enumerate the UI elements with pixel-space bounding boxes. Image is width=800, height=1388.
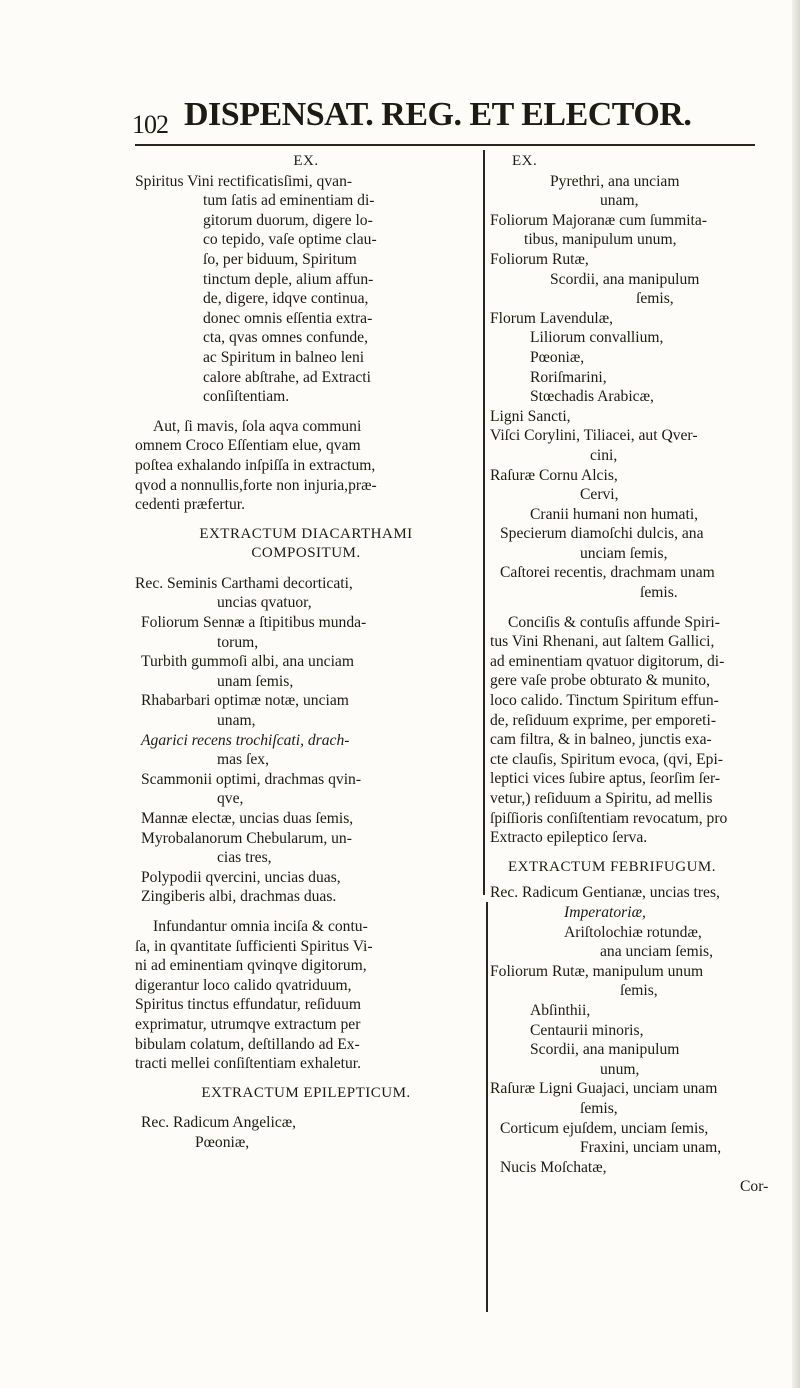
left-line: gitorum duorum, digere lo- xyxy=(203,211,373,229)
left-line: conſiſtentiam. xyxy=(203,388,290,406)
right-line: Ariſtolochiæ rotundæ, xyxy=(564,923,702,941)
right-line: Caſtorei recentis, drachmam unam xyxy=(500,564,715,582)
right-line: Scordii, ana manipulum xyxy=(550,270,700,288)
left-line: ni ad eminentiam qvinqve digitorum, xyxy=(135,957,367,975)
column-divider xyxy=(483,150,485,895)
left-line: EXTRACTUM DIACARTHAMI xyxy=(199,525,413,542)
right-line: Scordii, ana manipulum xyxy=(530,1041,680,1059)
left-line: unam, xyxy=(217,712,256,730)
left-line: Rhabarbari optimæ notæ, unciam xyxy=(141,692,349,710)
right-line: tibus, manipulum unum, xyxy=(524,231,677,249)
page-number: 102 xyxy=(132,110,168,139)
right-line: Corticum ejuſdem, unciam ſemis, xyxy=(500,1119,709,1137)
spacer xyxy=(135,515,477,525)
left-line: Rec. Radicum Angelicæ, xyxy=(141,1114,297,1132)
left-line: unam ſemis, xyxy=(217,672,294,690)
right-line: Pœoniæ, xyxy=(530,348,585,366)
left-line: qve, xyxy=(217,790,244,808)
left-line: donec omnis eſſentia extra- xyxy=(203,309,373,327)
left-line: cedenti præfertur. xyxy=(135,496,245,514)
right-line: unum, xyxy=(600,1060,640,1078)
page-edge xyxy=(792,0,800,1388)
left-line: co tepido, vaſe optime clau- xyxy=(203,231,377,249)
right-line: Conciſis & contuſis affunde Spiri- xyxy=(508,613,720,631)
right-line: Foliorum Rutæ, manipulum unum xyxy=(490,962,704,980)
spacer xyxy=(135,907,477,917)
right-line: ana unciam ſemis, xyxy=(600,943,714,961)
right-line: tus Vini Rhenani, aut ſaltem Gallici, xyxy=(490,633,715,651)
left-line: tum ſatis ad eminentiam di- xyxy=(203,192,375,210)
right-line: Nucis Moſchatæ, xyxy=(500,1158,607,1176)
right-line: Rec. Radicum Gentianæ, uncias tres, xyxy=(490,884,720,902)
left-line: tracti mellei conſiſtentiam exhaletur. xyxy=(135,1055,362,1073)
right-line: unciam ſemis, xyxy=(580,544,668,562)
right-line: leptici vices ſubire aptus, ſeorſim ſer- xyxy=(490,770,721,788)
left-line: ſo, per biduum, Spiritum xyxy=(203,250,357,268)
left-line: Spiritus tinctus effundatur, reſiduum xyxy=(135,996,362,1014)
left-line: ſa, in qvantitate ſufficienti Spiritus Vi- xyxy=(135,937,373,955)
right-line: Cor- xyxy=(740,1178,769,1196)
right-line: unam, xyxy=(600,192,639,210)
right-line: Imperatoriæ, xyxy=(564,903,646,921)
running-title: DISPENSAT. REG. ET ELECTOR. xyxy=(184,96,692,133)
right-line: ſemis, xyxy=(636,290,674,308)
right-line: Raſuræ Ligni Guajaci, unciam unam xyxy=(490,1080,718,1098)
right-line: vetur,) reſiduum a Spiritu, ad mellis xyxy=(490,790,713,807)
right-line: Foliorum Rutæ, xyxy=(490,250,589,268)
spacer xyxy=(490,603,780,613)
left-line: exprimatur, utrumqve extractum per xyxy=(135,1015,361,1033)
right-line: Raſuræ Cornu Alcis, xyxy=(490,466,618,484)
spacer xyxy=(135,564,477,574)
right-line: Cranii humani non humati, xyxy=(530,505,699,523)
right-line: Extracto epileptico ſerva. xyxy=(490,829,648,847)
left-line: de, digere, idqve continua, xyxy=(203,290,369,308)
right-line: Specierum diamoſchi dulcis, ana xyxy=(500,525,704,543)
left-line: Zingiberis albi, drachmas duas. xyxy=(141,888,337,906)
header-rule xyxy=(135,144,755,146)
right-line: Cervi, xyxy=(580,486,619,504)
left-line: Turbith gummoſi albi, ana unciam xyxy=(141,653,354,671)
left-line: Pœoniæ, xyxy=(195,1133,250,1151)
right-line: ad eminentiam qvatuor digitorum, di- xyxy=(490,652,725,670)
right-line: Ligni Sancti, xyxy=(490,407,571,425)
right-line: loco calido. Tinctum Spiritum effun- xyxy=(490,692,719,710)
left-line: Mannæ electæ, uncias duas ſemis, xyxy=(141,810,354,827)
right-line: Foliorum Majoranæ cum ſummita- xyxy=(490,211,707,229)
left-line: EXTRACTUM EPILEPTICUM. xyxy=(201,1084,411,1101)
right-line: ſpiſſioris conſiſtentiam revocatum, pro xyxy=(490,809,728,827)
left-line: cta, qvas omnes confunde, xyxy=(203,329,368,347)
left-line: torum, xyxy=(217,633,259,651)
right-line: Viſci Corylini, Tiliacei, aut Qver- xyxy=(490,427,698,445)
left-line: Myrobalanorum Chebularum, un- xyxy=(141,829,352,847)
spacer xyxy=(135,1074,477,1084)
left-line: calore abſtrahe, ad Extracti xyxy=(203,368,371,386)
left-line: omnem Croco Eſſentiam elue, qvam xyxy=(135,437,361,455)
right-line: Abſinthii, xyxy=(530,1001,591,1019)
left-line: mas ſex, xyxy=(217,751,269,769)
right-line: ſemis. xyxy=(640,584,678,602)
right-line: Pyrethri, ana unciam xyxy=(550,172,680,190)
right-line: de, reſiduum exprime, per emporeti- xyxy=(490,711,717,729)
left-line: Agarici recens trochiſcati, drach- xyxy=(141,731,350,749)
right-line: Fraxini, unciam unam, xyxy=(580,1139,722,1157)
left-line: Scammonii optimi, drachmas qvin- xyxy=(141,770,362,788)
left-column xyxy=(135,152,477,1153)
spacer xyxy=(135,407,477,417)
column-divider-lower xyxy=(486,902,488,1312)
left-line: Infundantur omnia inciſa & contu- xyxy=(153,917,368,935)
spacer xyxy=(490,848,780,858)
left-line: Foliorum Sennæ a ſtipitibus munda- xyxy=(141,614,367,632)
left-line: qvod a nonnullis,forte non injuria,præ- xyxy=(135,476,377,494)
right-line: ſemis, xyxy=(580,1099,618,1117)
right-line: cam filtra, & in balneo, junctis exa- xyxy=(490,731,712,749)
left-line: tinctum deple, alium affun- xyxy=(203,270,374,288)
right-line: gere vaſe probe obturato & munito, xyxy=(490,672,710,690)
left-line: Polypodii qvercini, uncias duas, xyxy=(141,868,341,886)
right-line: EX. xyxy=(512,153,538,169)
right-line: ſemis, xyxy=(620,982,658,1000)
left-line: cias tres, xyxy=(217,849,272,867)
left-line: EX. xyxy=(293,153,319,169)
left-line: digerantur loco calido qvatriduum, xyxy=(135,976,352,994)
right-line: cini, xyxy=(590,446,618,464)
right-line: Florum Lavendulæ, xyxy=(490,309,614,327)
running-head xyxy=(130,96,770,140)
right-line: Roriſmarini, xyxy=(530,368,607,386)
right-line: Centaurii minoris, xyxy=(530,1021,644,1039)
right-line: EXTRACTUM FEBRIFUGUM. xyxy=(508,858,717,875)
right-line: Stœchadis Arabicæ, xyxy=(530,388,654,406)
spacer xyxy=(135,1103,477,1113)
left-line: COMPOSITUM. xyxy=(251,545,361,562)
right-line: Liliorum convallium, xyxy=(530,329,664,347)
right-column xyxy=(490,152,780,1197)
right-line: cte clauſis, Spiritum evoca, (qvi, Epi- xyxy=(490,750,723,768)
left-line: ac Spiritum in balneo leni xyxy=(203,348,365,366)
left-line: poſtea exhalando inſpiſſa in extractum, xyxy=(135,456,376,474)
left-line: uncias qvatuor, xyxy=(217,594,312,612)
left-line: Spiritus Vini rectificatisſimi, qvan- xyxy=(135,172,353,190)
left-line: Rec. Seminis Carthami decorticati, xyxy=(135,574,353,592)
left-line: bibulam colatum, deſtillando ad Ex- xyxy=(135,1035,360,1053)
left-line: Aut, ſi mavis, ſola aqva communi xyxy=(153,417,362,435)
